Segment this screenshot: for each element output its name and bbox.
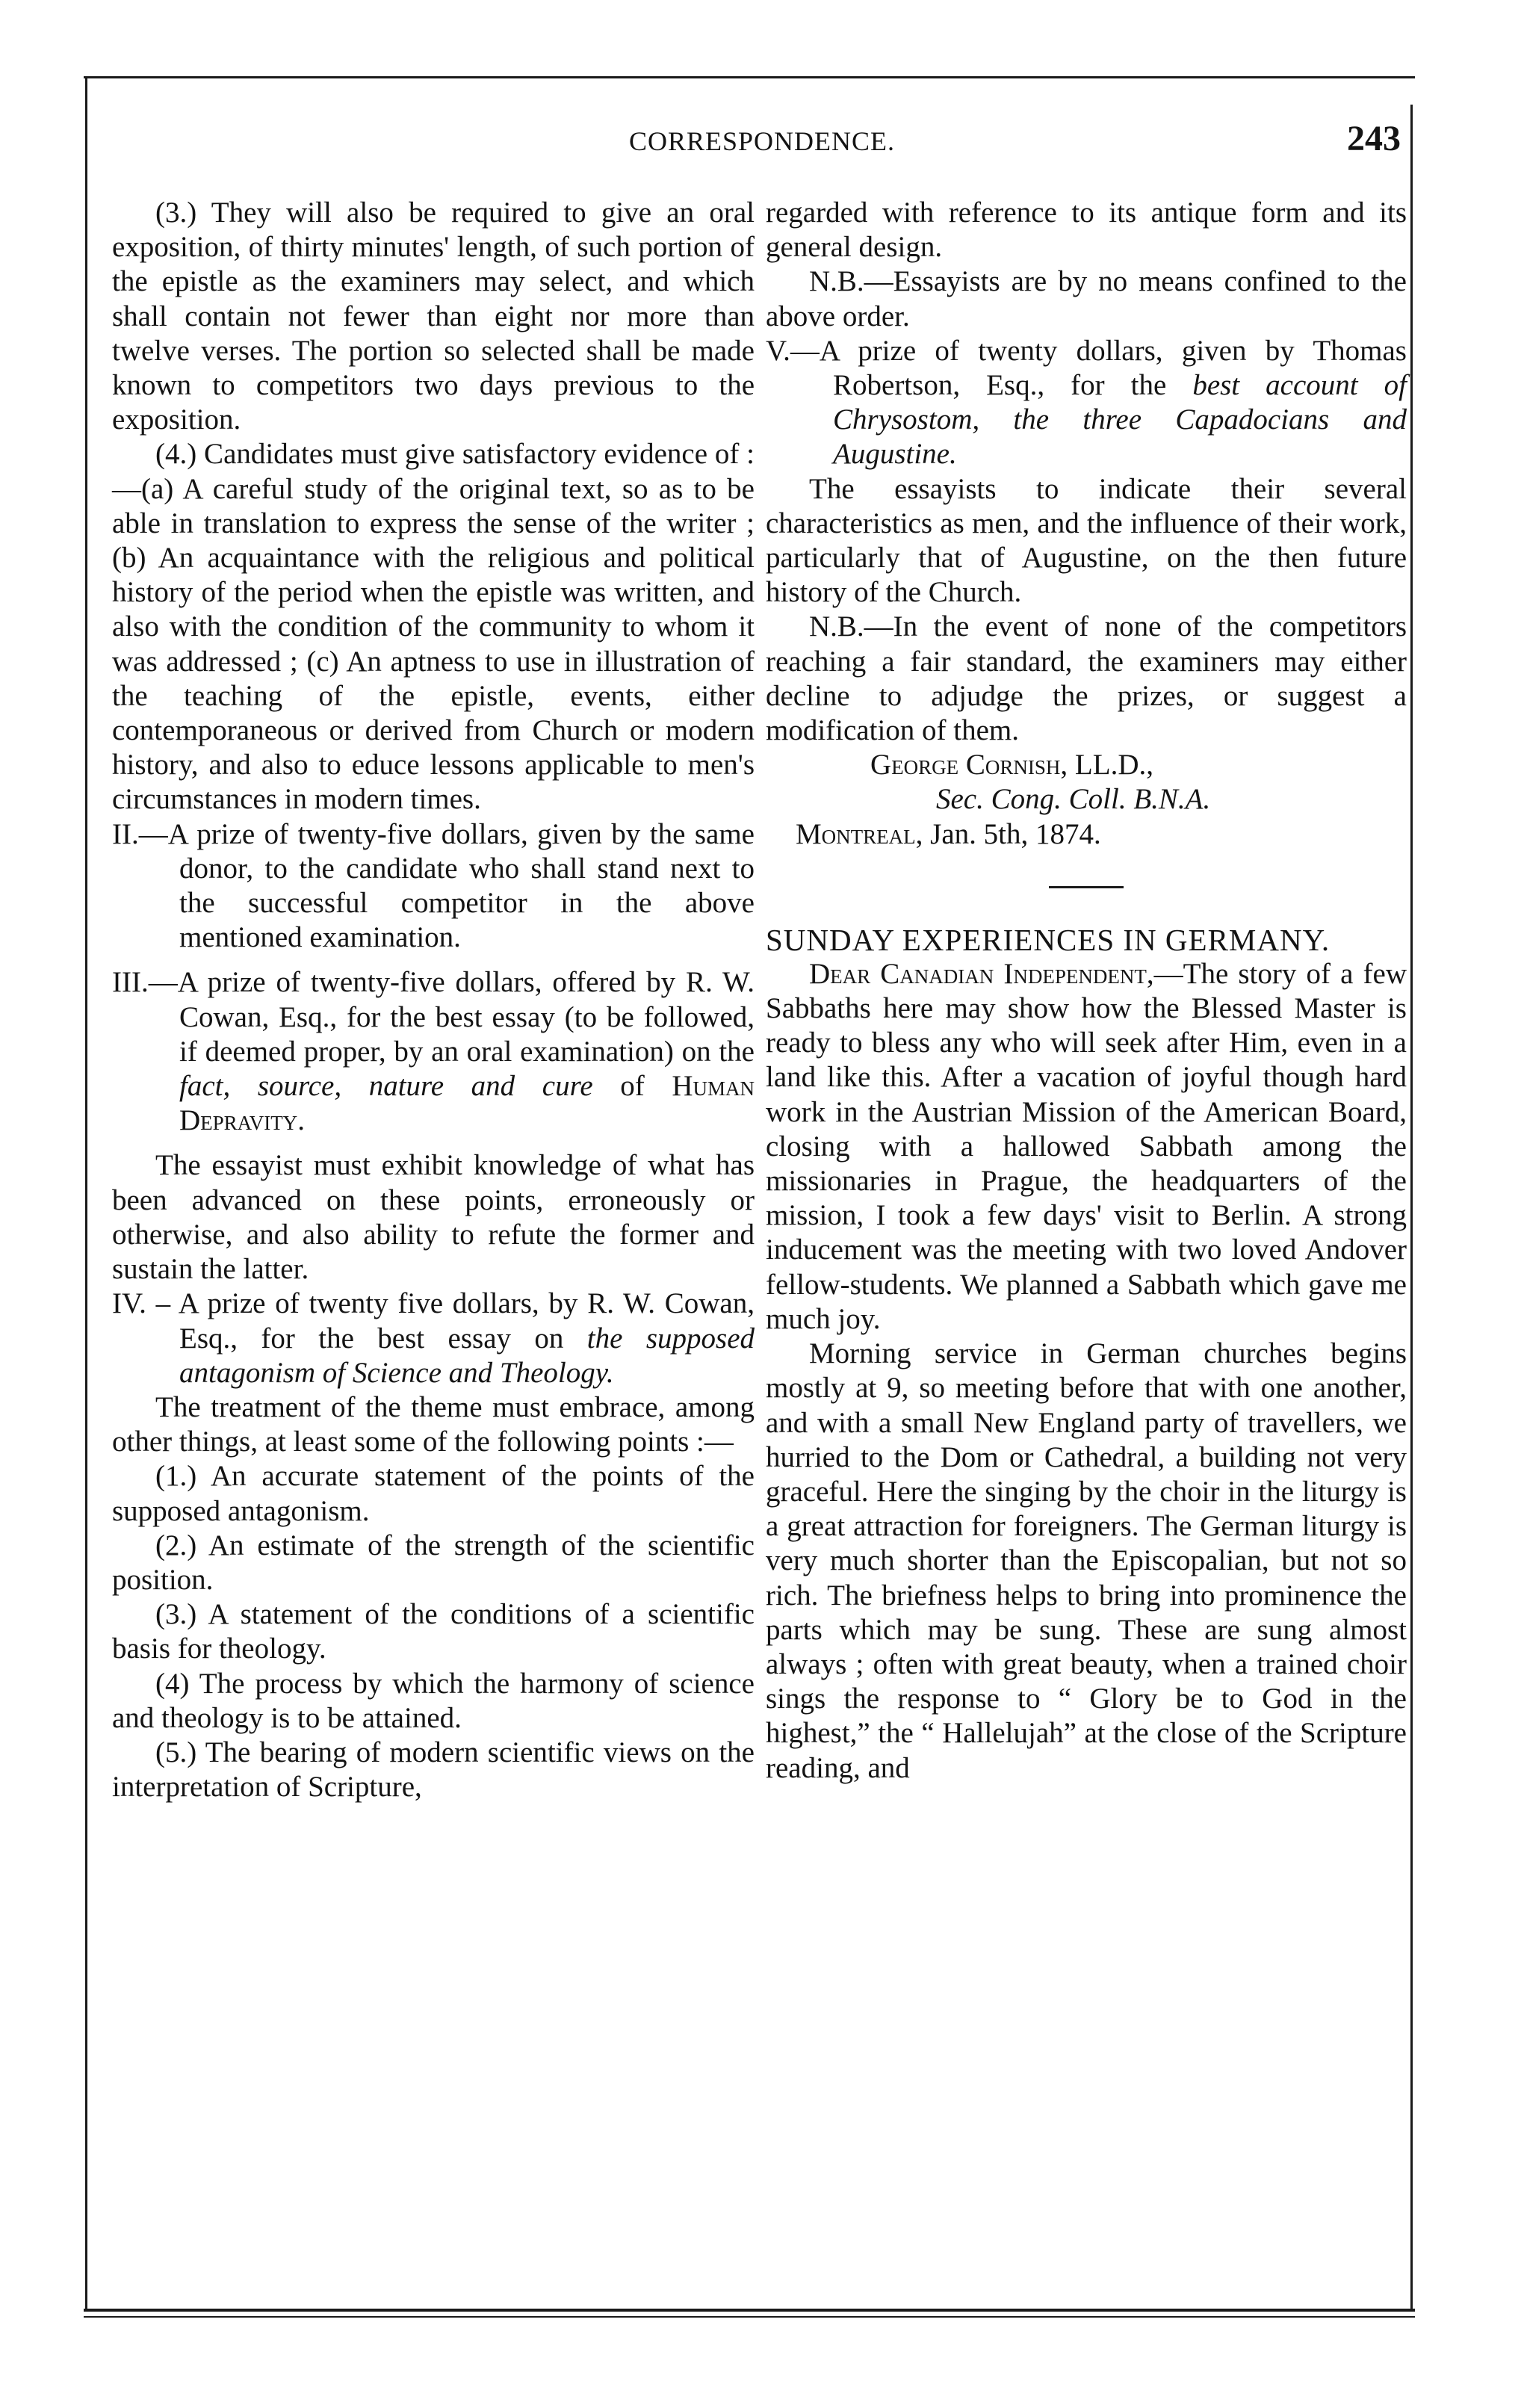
running-head: CORRESPONDENCE. [628, 126, 896, 156]
prize-five [766, 334, 1407, 472]
top-rule [84, 76, 1415, 78]
prize-three-text: III.—A prize of twenty-five dollars, offered by R. W. Cowan, Esq., for the best essay (to be followed, if deemed proper, by an oral examination) on the [112, 966, 755, 1068]
point-4: (4) The process by which the harmony of science and theology is to be attained. [112, 1667, 755, 1734]
dateline-place: Montreal, [796, 817, 923, 850]
paragraph-characteristics: The essayists to indicate their several characteristics as men, and the influence of their work, particularly that of Augustine, on the then future history of the Church. [766, 472, 1407, 609]
prize-five-text: V.—A prize of twenty dollars, given by Thomas Robertson, Esq., for the [766, 334, 1407, 402]
paragraph-continuation: regarded with reference to its antique form and its general design. [766, 196, 1407, 264]
bottom-rule [84, 2309, 1415, 2312]
article-paragraph-2: Morning service in German churches begins mostly at 9, so meeting before that with one another, and with a small New England party of travellers, we hurried to the Dom or Cathedral, a building not very graceful. Here the singing by the choir in the liturgy is a great attraction for foreigners. The German liturgy is very much shorter than the Episcopalian, but not so rich. The briefness helps to bring into prominence the parts which may be sung. These are sung almost always ; often with great beauty, when a trained choir sings the response to “ Glory be to God in the highest,” the “ Hallelujah” at the close of the Scripture reading, and [766, 1337, 1407, 1784]
point-3: (3.) A statement of the conditions of a scientific basis for theology. [112, 1598, 755, 1665]
prize-three-subject: fact, source, nature and cure [179, 1070, 593, 1103]
dateline-date: Jan. 5th, 1874. [923, 817, 1101, 850]
dateline [766, 817, 1407, 852]
paragraph-essayist: The essayist must exhibit knowledge of what has been advanced on these points, erroneously or otherwise, and also ability to refute the former and sustain the latter. [112, 1149, 755, 1286]
paragraph-oral-exposition: (3.) They will also be required to give an oral exposition, of thirty minutes' length, of such portion of the epistle as the examiners may select, and which shall contain not fewer than eight nor more than twelve verses. The portion so selected shall be made known to competitors two days previous to the exposition. [112, 196, 755, 436]
point-2: (2.) An estimate of the strength of the scientific position. [112, 1529, 755, 1596]
article-paragraph-1-text: —The story of a few Sabbaths here may show how the Blessed Master is ready to bless any who will seek after Him, even in a land like this. After a vacation of joyful though hard work in the Austrian Mission of the American Board, closing with a hallowed Sabbath among the missionaries in Prague, the headquarters of the mission, I took a few days' visit to Berlin. A strong inducement was the meeting with two loved Andover fellow-students. We planned a Sabbath which gave me much joy. [766, 957, 1407, 1335]
right-rule [1410, 105, 1413, 2310]
article-paragraph-1 [766, 957, 1407, 1337]
bottom-rule-thin [84, 2316, 1415, 2318]
signature-title: Sec. Cong. Coll. B.N.A. [936, 783, 1211, 816]
article-title: SUNDAY EXPERIENCES IN GERMANY. [766, 922, 1331, 957]
prize-three-end: . [297, 1104, 305, 1137]
right-column [766, 196, 1407, 1786]
note-essayists: N.B.—Essayists are by no means confined to the above order. [766, 265, 1407, 332]
prize-four [112, 1287, 755, 1390]
prize-four-text: IV. – A prize of twenty five dollars, by R. W. Cowan, Esq., for the best essay on [112, 1287, 755, 1355]
left-rule [85, 76, 87, 2310]
prize-three [112, 965, 755, 1138]
prize-three-of: of [592, 1070, 672, 1103]
prize-five-subject: best account of Chrysostom, the three Capadocians and Augustine. [833, 369, 1407, 471]
point-5: (5.) The bearing of modern scientific views on the interpretation of Scripture, [112, 1736, 755, 1804]
prize-four-subject: the supposed antagonism of Science and Theology. [179, 1322, 755, 1389]
paragraph-candidates: (4.) Candidates must give satisfactory evidence of :—(a) A careful study of the original text, so as to be able in translation to express the sense of the writer ; (b) An acquaintance with the religious and political history of the period when the epistle was written, and also with the condition of the community to whom it was addressed ; (c) An aptness to use in illustration of the teaching of the epistle, events, either contemporaneous or derived from Church or modern history, and also to educe lessons applicable to men's circumstances in modern times. [112, 438, 755, 816]
salutation: Dear Canadian Independent, [809, 957, 1154, 990]
section-divider [1049, 886, 1124, 888]
prize-three-subject-sc: Human Depravity [179, 1070, 755, 1137]
paragraph-treatment: The treatment of the theme must embrace, among other things, at least some of the following points :— [112, 1390, 755, 1458]
note-standard: N.B.—In the event of none of the competitors reaching a fair standard, the examiners may either decline to adjudge the prizes, or suggest a modification of them. [766, 610, 1407, 747]
left-column [112, 196, 755, 1804]
point-1: (1.) An accurate statement of the points of the supposed antagonism. [112, 1460, 755, 1527]
page-number: 243 [1347, 119, 1401, 158]
signature-name: George Cornish, LL.D., [870, 749, 1153, 781]
prize-two: II.—A prize of twenty-five dollars, given by the same donor, to the candidate who shall stand next to the successful competitor in the above mentioned examination. [112, 817, 755, 954]
